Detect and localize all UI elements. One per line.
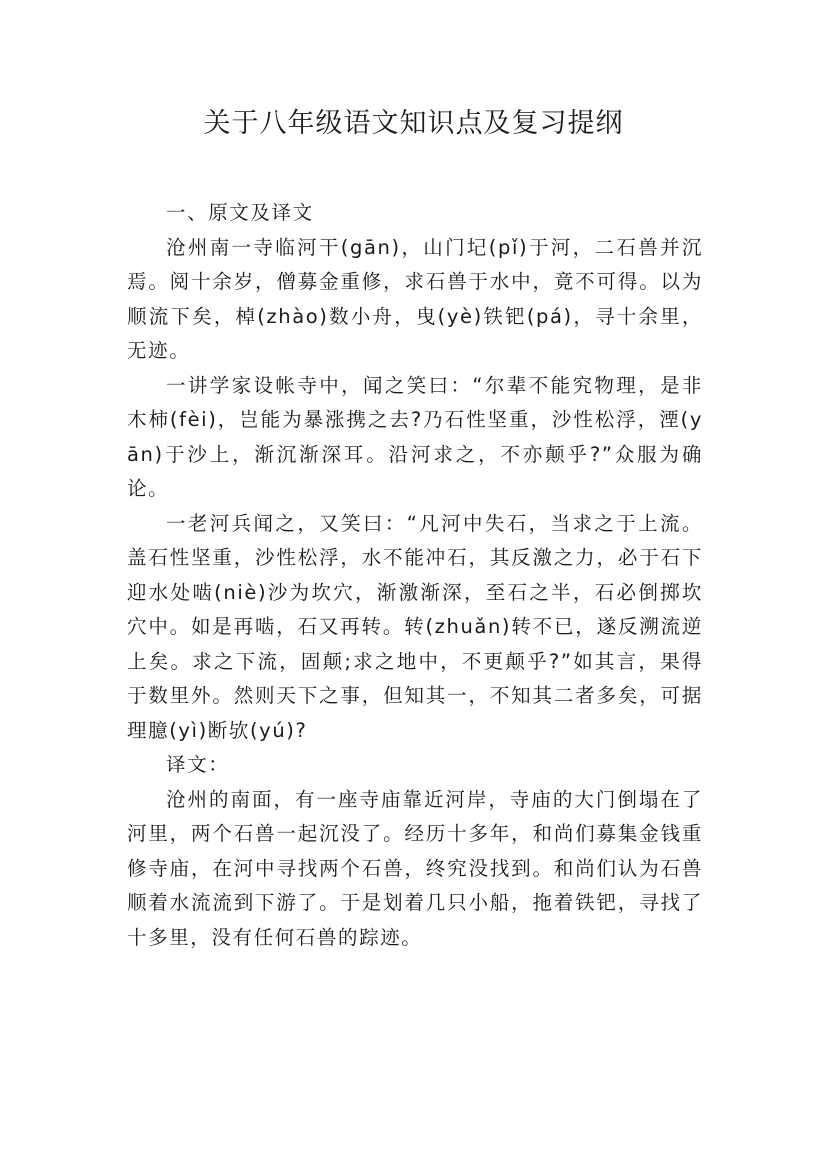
document-title: 关于八年级语文知识点及复习提纲 (203, 108, 624, 139)
paragraph: 一讲学家设帐寺中，闻之笑曰：“尔辈不能究物理，是非木柿(fèi)，岂能为暴涨携之去?乃石性坚重，沙性松浮，湮(yān)于沙上，渐沉渐深耳。沿河求之，不亦颠乎?”众服为确论。 (127, 373, 703, 500)
document-body (127, 196, 703, 955)
translation-heading: 译文： (166, 753, 230, 776)
paragraph: 沧州南一寺临河干(gān)，山门圮(pǐ)于河，二石兽并沉焉。阅十余岁，僧募金重修，求石兽于水中，竟不可得。以为顺流下矣，棹(zhào)数小舟，曳(yè)铁钯(pá)，寻十余里，无迹。 (127, 235, 703, 362)
paragraph: 沧州的南面，有一座寺庙靠近河岸，寺庙的大门倒塌在了河里，两个石兽一起沉没了。经历十多年，和尚们募集金钱重修寺庙，在河中寻找两个石兽，终究没找到。和尚们认为石兽顺着水流流到下游了。于是划着几只小船，拖着铁钯，寻找了十多里，没有任何石兽的踪迹。 (127, 787, 703, 949)
paragraph: 一老河兵闻之，又笑曰：“凡河中失石，当求之于上流。盖石性坚重，沙性松浮，水不能冲石，其反激之力，必于石下迎水处啮(niè)沙为坎穴，渐激渐深，至石之半，石必倒掷坎穴中。如是再啮，石又再转。转(zhuǎn)转不已，遂反溯流逆上矣。求之下流，固颠;求之地中，不更颠乎?”如其言，果得于数里外。然则天下之事，但知其一，不知其二者多矣，可据理臆(yì)断欤(yú)? (127, 511, 703, 742)
section-heading: 一、原文及译文 (166, 201, 314, 224)
